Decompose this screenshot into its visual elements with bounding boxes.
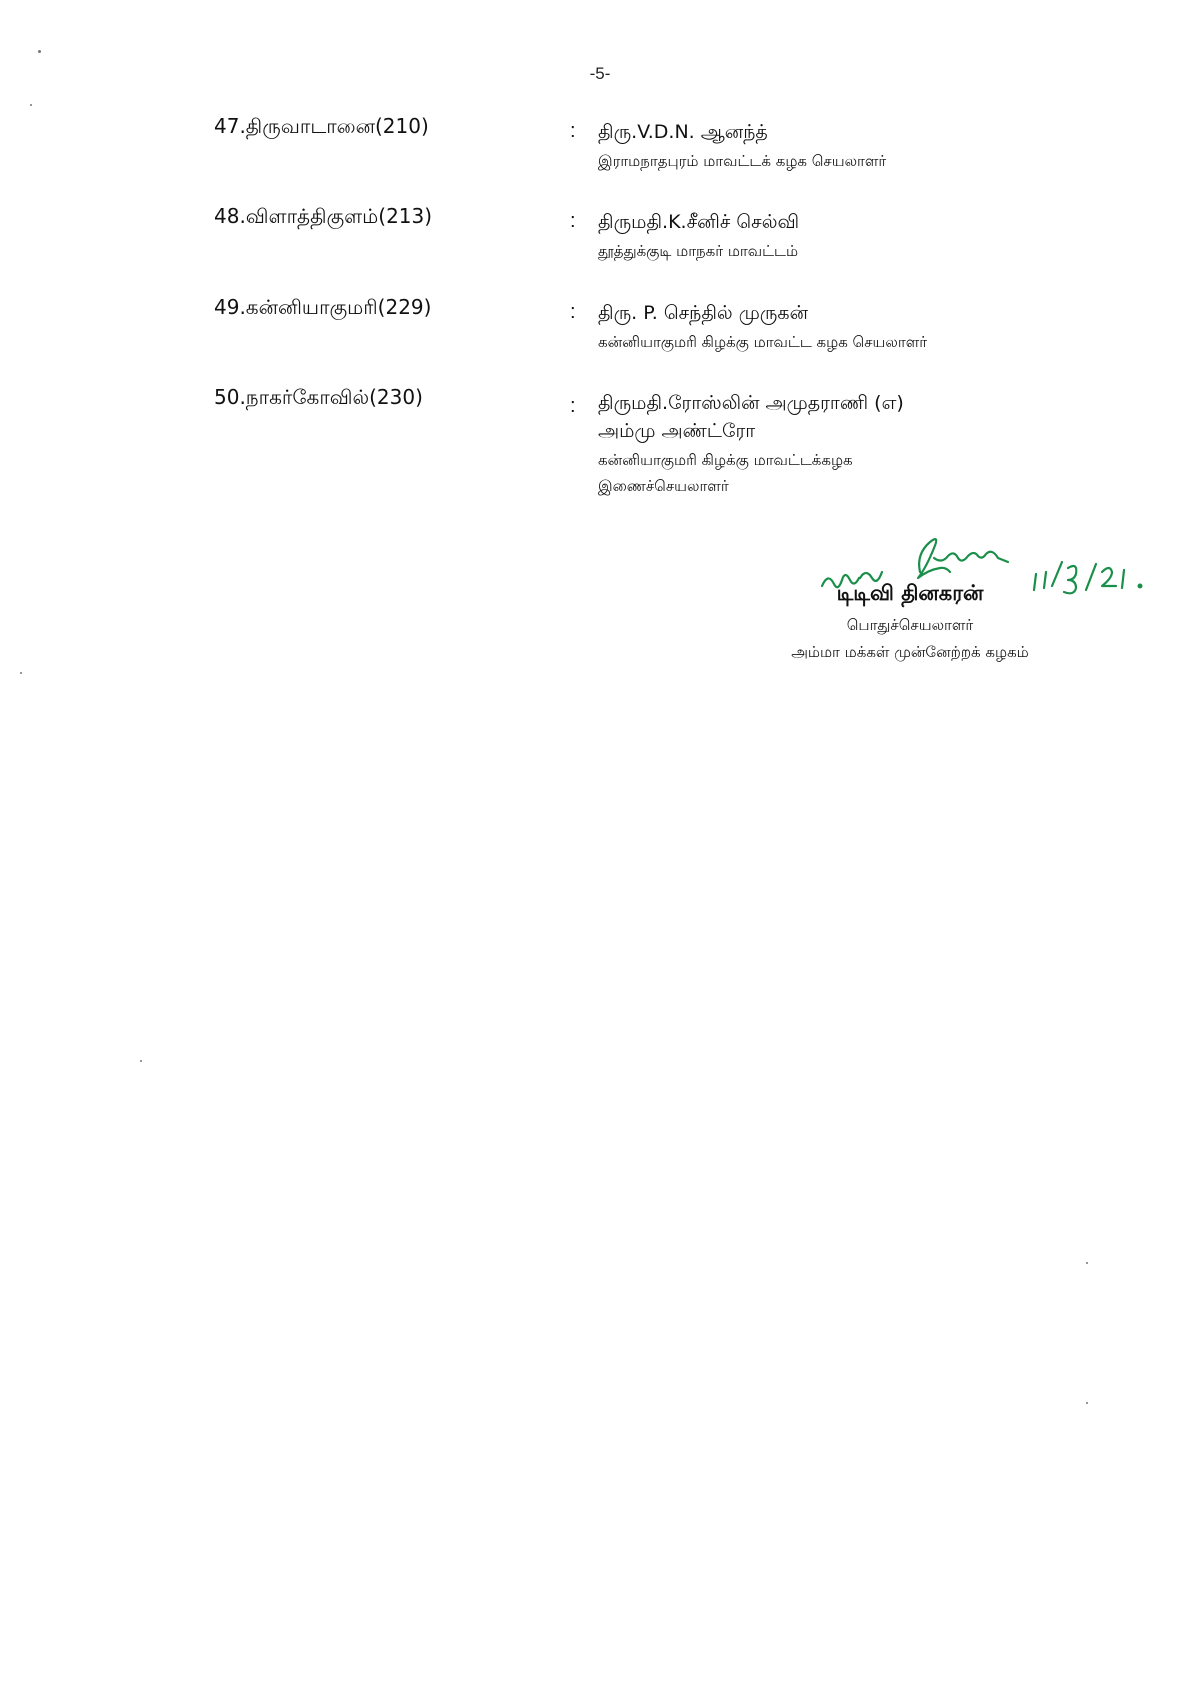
constituency-label: 48.விளாத்திகுளம்(213) <box>214 204 433 228</box>
candidate-role: கன்னியாகுமரி கிழக்கு மாவட்ட கழக செயலாளர் <box>598 333 928 351</box>
scan-speck <box>38 50 41 53</box>
scan-speck <box>20 672 22 674</box>
scan-speck <box>30 104 32 106</box>
candidate-block <box>598 208 799 264</box>
candidate-name-continued: அம்மு அண்ட்ரோ <box>598 420 756 442</box>
candidate-role: தூத்துக்குடி மாநகர் மாவட்டம் <box>598 242 799 260</box>
candidate-name: திருமதி.ரோஸ்லின் அமுதராணி (எ) <box>598 392 904 414</box>
candidate-role: கன்னியாகுமரி கிழக்கு மாவட்டக்கழக <box>598 451 853 469</box>
separator: : <box>570 301 576 323</box>
candidate-role: இராமநாதபுரம் மாவட்டக் கழக செயலாளர் <box>598 152 887 170</box>
separator: : <box>570 395 576 417</box>
separator: : <box>570 120 576 142</box>
signatory-name: டிடிவி தினகரன் <box>836 581 984 605</box>
signatory-title: பொதுச்செயலாளர் <box>846 616 974 634</box>
candidate-name: திரு.V.D.N. ஆனந்த் <box>598 121 768 143</box>
candidate-block <box>598 299 927 355</box>
scan-speck <box>140 1060 142 1062</box>
constituency-label: 47.திருவாடானை(210) <box>214 114 429 138</box>
candidate-name: திருமதி.K.சீனிச் செல்வி <box>598 211 800 233</box>
page-number: -5- <box>589 64 611 83</box>
candidate-block <box>598 118 886 174</box>
candidate-role-continued: இணைச்செயலாளர் <box>598 477 729 495</box>
scan-speck <box>1086 1262 1088 1264</box>
candidate-name: திரு. P. செந்தில் முருகன் <box>598 302 808 324</box>
signatory-organization: அம்மா மக்கள் முன்னேற்றக் கழகம் <box>791 643 1029 661</box>
constituency-label: 49.கன்னியாகுமரி(229) <box>214 295 432 319</box>
separator: : <box>570 210 576 232</box>
scan-speck <box>1086 1402 1088 1404</box>
candidate-block <box>598 389 904 499</box>
constituency-label: 50.நாகர்கோவில்(230) <box>214 385 423 409</box>
